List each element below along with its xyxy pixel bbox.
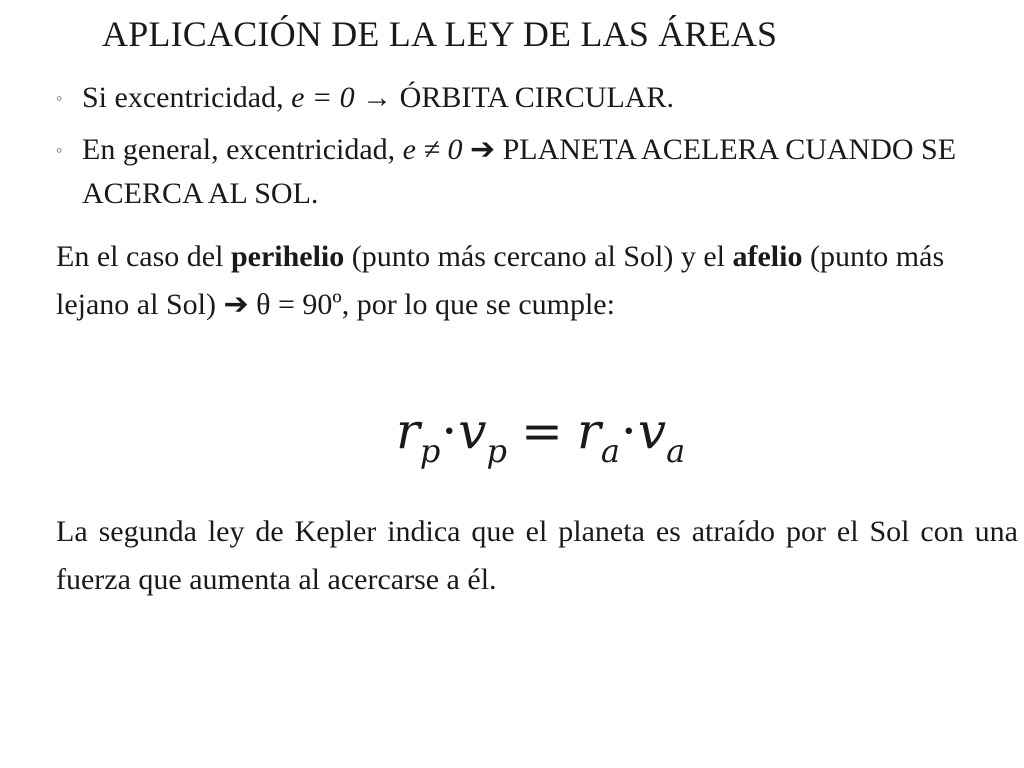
bullet-list — [56, 76, 1016, 224]
formula-r-aphelion: r — [576, 402, 601, 460]
bullet-text — [82, 133, 956, 210]
formula-sub-p: p — [486, 432, 508, 470]
formula-v-aphelion: v — [637, 402, 667, 460]
slide-title: APLICACIÓN DE LA LEY DE LAS ÁREAS — [102, 14, 778, 54]
bullet-item-circular-orbit — [56, 76, 1016, 120]
formula-r-perihelion: r — [396, 402, 420, 460]
bullet-text — [82, 81, 674, 114]
bullet-math: e = 0 — [291, 81, 355, 114]
bullet-marker-icon: ◦ — [56, 140, 63, 160]
formula-v-perihelion: v — [458, 402, 487, 460]
formula-equals: = — [521, 402, 563, 460]
perihelion-aphelion-paragraph — [56, 233, 976, 329]
bullet-math: e ≠ 0 — [402, 133, 463, 166]
bullet-prefix: Si excentricidad, — [82, 81, 292, 114]
paragraph-text: (punto más cercano al Sol) y el — [344, 240, 733, 273]
kepler-second-law-paragraph: La segunda ley de Kepler indica que el planeta es atraído por el Sol con una fuerza que aumenta al acercarse a él. — [56, 515, 1018, 596]
bullet-marker-icon: ◦ — [56, 88, 63, 108]
aphelion-term: afelio — [732, 240, 803, 273]
bullet-suffix: → ÓRBITA CIRCULAR. — [354, 81, 674, 114]
formula-sub-a: a — [666, 432, 686, 470]
perihelion-term: perihelio — [230, 240, 345, 273]
formula-dot: · — [620, 402, 637, 460]
angular-momentum-formula — [396, 396, 686, 470]
formula-dot: · — [441, 402, 458, 460]
paragraph-text: En el caso del — [56, 240, 231, 273]
formula-sub-p: p — [419, 432, 441, 470]
bullet-prefix: En general, excentricidad, — [82, 133, 403, 166]
bullet-suffix: ➔ PLANETA ACELERA CUANDO SE ACERCA AL SOL. — [82, 133, 957, 210]
bullet-item-general-case — [56, 128, 1016, 216]
paragraph-text: (punto más lejano al Sol) ➔ θ = 90º, por lo que se cumple: — [56, 240, 945, 321]
formula-sub-a: a — [600, 432, 620, 470]
